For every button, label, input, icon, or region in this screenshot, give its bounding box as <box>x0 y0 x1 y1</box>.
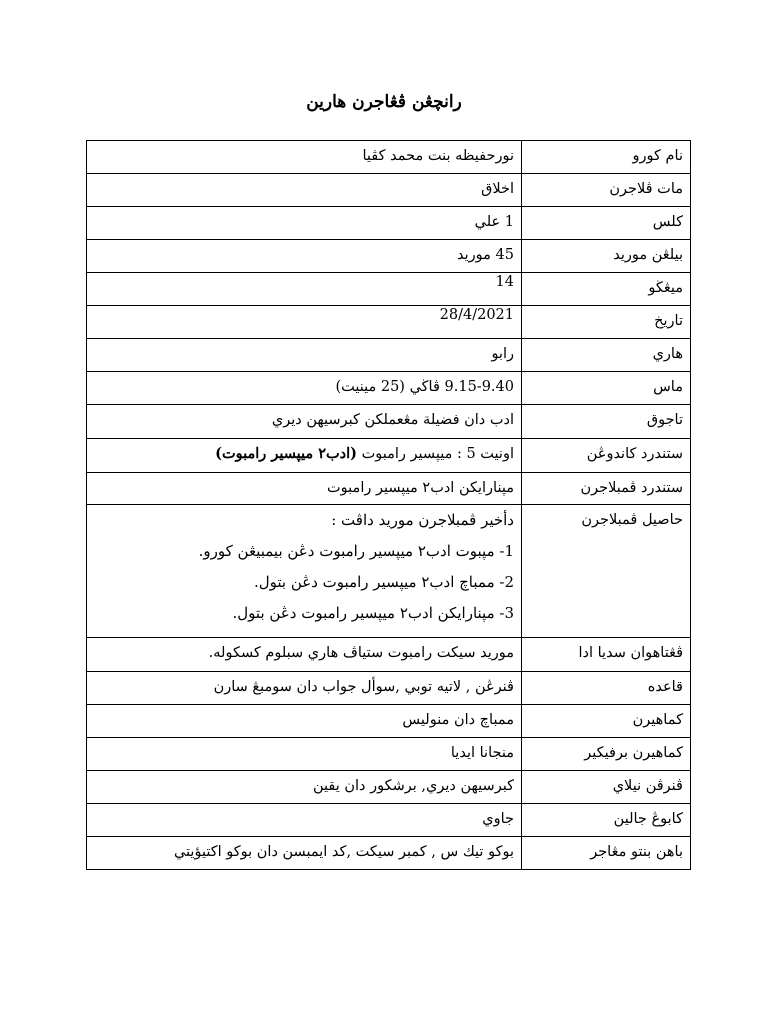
table-row <box>87 439 691 473</box>
table-row <box>87 240 691 273</box>
table-row <box>87 339 691 372</box>
row-value-student-count: 45 موريد <box>87 240 522 273</box>
table-row <box>87 672 691 705</box>
row-value-teacher-name: نورحفيظه بنت محمد كڤيا <box>87 141 522 174</box>
row-label-week: ميڠڬو <box>522 273 691 306</box>
row-label-thinking-skills: كماهيرن برفيكير <box>522 738 691 771</box>
table-row <box>87 473 691 505</box>
row-value-method: ڤنرڠن , لاتيه توبي ,سوأل جواب دان سومبڠ سارن <box>87 672 522 705</box>
outcome-item: 1- مپبوت ادب٢ ميپسير رامبوت دڠن بيمبيڠن كورو. <box>198 542 514 560</box>
row-value-learning-outcomes <box>87 505 522 638</box>
row-label-class: كلس <box>522 207 691 240</box>
row-value-day: رابو <box>87 339 522 372</box>
row-value-prior-knowledge: موريد سيكت رامبوت ستياڤ هاري سبلوم كسكوله. <box>87 638 522 672</box>
row-value-date: 28/4/2021 <box>87 306 522 339</box>
table-row <box>87 372 691 405</box>
row-value-teaching-aids: بوكو تيك س , كمبر سيكت ,كد ايمبسن دان بوكو اكتيؤيتي <box>87 837 522 870</box>
row-label-values: ڤنرڤن نيلاي <box>522 771 691 804</box>
table-row <box>87 705 691 738</box>
row-label-teaching-aids: باهن بنتو مڠاجر <box>522 837 691 870</box>
row-label-skills: كماهيرن <box>522 705 691 738</box>
table-row <box>87 174 691 207</box>
table-row <box>87 738 691 771</box>
row-label-learning-standard: ستندرد ڤمبلاجرن <box>522 473 691 505</box>
table-row <box>87 306 691 339</box>
row-label-date: تاريخ <box>522 306 691 339</box>
table-row <box>87 273 691 306</box>
table-row <box>87 405 691 439</box>
row-label-prior-knowledge: ڤڠتاهوان سديا ادا <box>522 638 691 672</box>
table-row <box>87 837 691 870</box>
table-row <box>87 638 691 672</box>
lesson-plan-table <box>86 140 691 870</box>
row-value-time: 9.15-9.40 ڤاڬي (25 مينيت) <box>87 372 522 405</box>
row-label-day: هاري <box>522 339 691 372</box>
row-value-week: 14 <box>87 273 522 306</box>
row-label-subject: مات ڤلاجرن <box>522 174 691 207</box>
row-label-method: قاعده <box>522 672 691 705</box>
row-value-learning-standard: مڽنارايكن ادب٢ ميپسير رامبوت <box>87 473 522 505</box>
row-label-teacher-name: نام كورو <box>522 141 691 174</box>
row-label-topic: تاجوق <box>522 405 691 439</box>
row-label-time: ماس <box>522 372 691 405</box>
outcome-item: 3- مڽنارايكن ادب٢ ميپسير رامبوت دڠن بتول. <box>232 604 514 622</box>
table-row <box>87 505 691 638</box>
row-value-class: 1 علي <box>87 207 522 240</box>
row-label-student-count: بيلڠن موريد <box>522 240 691 273</box>
row-value-thinking-skills: منجانا ايديا <box>87 738 522 771</box>
page-title: رانچڠن ڤڠاجرن هارين <box>306 92 462 112</box>
table-row <box>87 207 691 240</box>
outcome-item: 2- ممباچ ادب٢ ميپسير رامبوت دڠن بتول. <box>253 573 514 591</box>
row-value-skills: ممباچ دان منوليس <box>87 705 522 738</box>
row-value-subject: اخلاق <box>87 174 522 207</box>
row-value-integration: جاوي <box>87 804 522 837</box>
table-row <box>87 771 691 804</box>
table-row <box>87 141 691 174</box>
row-value-content-standard <box>87 439 522 473</box>
row-label-learning-outcomes: حاصيل ڤمبلاجرن <box>522 505 691 638</box>
table-row <box>87 804 691 837</box>
row-label-content-standard: ستندرد كاندوڠن <box>522 439 691 473</box>
row-value-topic: ادب دان فضيلة مڠعملكن كبرسيهن ديري <box>87 405 522 439</box>
content-standard-bold-text: (ادب٢ ميپسير رامبوت) <box>215 445 357 462</box>
outcomes-intro: دأخير ڤمبلاجرن موريد داڤت : <box>331 511 514 529</box>
row-value-values: كبرسيهن ديري, برشكور دان يقين <box>87 771 522 804</box>
content-standard-text: اونيت 5 : ميپسير رامبوت <box>357 446 514 462</box>
row-label-integration: كابوڠ جالين <box>522 804 691 837</box>
